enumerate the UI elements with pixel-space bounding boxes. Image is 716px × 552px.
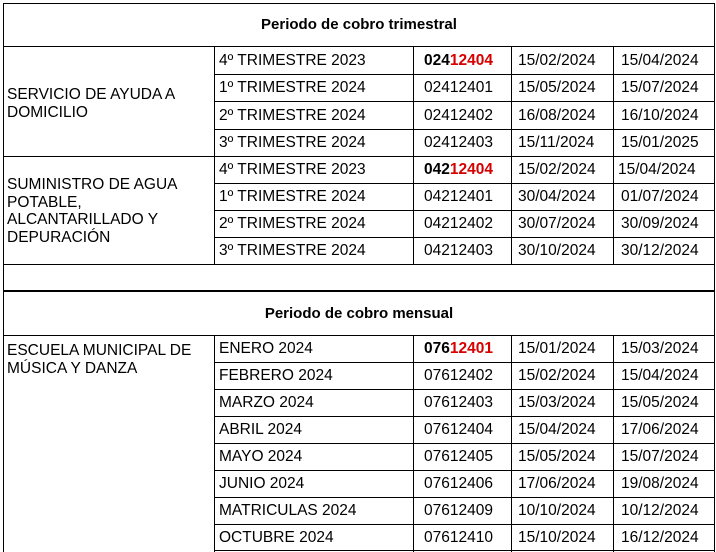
- row-divider: [214, 210, 715, 211]
- period-label: MAYO 2024: [219, 448, 303, 465]
- section-divider: [3, 290, 715, 292]
- row-divider: [3, 335, 715, 336]
- start-date: 10/10/2024: [518, 502, 596, 519]
- code-suffix-highlight: 12404: [449, 161, 493, 178]
- reference-code: [424, 161, 493, 179]
- code-prefix: 042: [424, 161, 450, 178]
- reference-code: 07612409: [424, 502, 493, 519]
- reference-code: [424, 340, 493, 358]
- reference-code: 07612403: [424, 394, 493, 411]
- period-label: 4º TRIMESTRE 2023: [219, 161, 366, 178]
- start-date: 15/05/2024: [518, 448, 596, 465]
- start-date: 17/06/2024: [518, 475, 596, 492]
- end-date: 16/12/2024: [621, 529, 699, 546]
- start-date: 15/02/2024: [518, 52, 596, 69]
- section-title-mensual: Periodo de cobro mensual: [264, 305, 454, 322]
- start-date: 30/04/2024: [518, 188, 596, 205]
- group-divider: [3, 156, 715, 157]
- period-label: FEBRERO 2024: [219, 367, 333, 384]
- row-divider: [214, 183, 715, 184]
- end-date: 17/06/2024: [621, 421, 699, 438]
- code-suffix-highlight: 12404: [449, 52, 493, 69]
- table-border-left: [3, 3, 4, 552]
- reference-code: 04212403: [424, 242, 493, 259]
- start-date: 15/01/2024: [518, 340, 596, 357]
- row-divider: [214, 362, 715, 363]
- section-divider: [3, 264, 715, 265]
- row-divider: [214, 443, 715, 444]
- reference-code: 02412401: [424, 79, 493, 96]
- period-label: 1º TRIMESTRE 2024: [219, 188, 366, 205]
- period-label: ABRIL 2024: [219, 421, 303, 438]
- period-label: 2º TRIMESTRE 2024: [219, 215, 366, 232]
- period-label: MATRICULAS 2024: [219, 502, 357, 519]
- end-date: 15/04/2024: [621, 52, 699, 69]
- row-divider: [214, 389, 715, 390]
- reference-code: [424, 52, 493, 70]
- reference-code: 04212401: [424, 188, 493, 205]
- row-divider: [3, 46, 715, 47]
- start-date: 30/10/2024: [518, 242, 596, 259]
- start-date: 15/02/2024: [518, 161, 596, 178]
- column-divider: [613, 335, 614, 552]
- end-date: 30/12/2024: [621, 242, 699, 259]
- service-name: ESCUELA MUNICIPAL DE MÚSICA Y DANZA: [7, 342, 192, 377]
- section-title-trimestral: Periodo de cobro trimestral: [261, 16, 457, 33]
- table-border-right: [714, 3, 715, 552]
- start-date: 15/04/2024: [518, 421, 596, 438]
- row-divider: [214, 101, 715, 102]
- reference-code: 07612405: [424, 448, 493, 465]
- end-date: 16/10/2024: [621, 107, 699, 124]
- start-date: 30/07/2024: [518, 215, 596, 232]
- period-label: ENERO 2024: [219, 340, 313, 357]
- end-date: 30/09/2024: [621, 215, 699, 232]
- period-label: 4º TRIMESTRE 2023: [219, 52, 366, 69]
- reference-code: 07612410: [424, 529, 493, 546]
- end-date: 15/07/2024: [621, 79, 699, 96]
- start-date: 16/08/2024: [518, 107, 596, 124]
- period-label: 1º TRIMESTRE 2024: [219, 79, 366, 96]
- table-border-top: [3, 3, 715, 4]
- period-label: MARZO 2024: [219, 394, 314, 411]
- reference-code: 07612402: [424, 367, 493, 384]
- code-prefix: 076: [424, 340, 450, 357]
- end-date: 15/01/2025: [621, 134, 699, 151]
- row-divider: [214, 74, 715, 75]
- row-divider: [214, 237, 715, 238]
- column-divider: [413, 46, 414, 264]
- table-border-bottom: [214, 550, 715, 551]
- service-name: SUMINISTRO DE AGUA POTABLE, ALCANTARILLADO Y DEPURACIÓN: [7, 176, 177, 246]
- period-label: OCTUBRE 2024: [219, 529, 334, 546]
- row-divider: [214, 129, 715, 130]
- period-label: 2º TRIMESTRE 2024: [219, 107, 366, 124]
- service-name: SERVICIO DE AYUDA A DOMICILIO: [7, 86, 175, 121]
- period-label: 3º TRIMESTRE 2024: [219, 242, 366, 259]
- start-date: 15/10/2024: [518, 529, 596, 546]
- code-prefix: 024: [424, 52, 450, 69]
- row-divider: [214, 470, 715, 471]
- end-date: 15/04/2024: [621, 367, 699, 384]
- reference-code: 02412402: [424, 107, 493, 124]
- row-divider: [214, 524, 715, 525]
- start-date: 15/05/2024: [518, 79, 596, 96]
- row-divider: [214, 497, 715, 498]
- end-date: 15/05/2024: [621, 394, 699, 411]
- reference-code: 02412403: [424, 134, 493, 151]
- period-label: JUNIO 2024: [219, 475, 305, 492]
- period-label: 3º TRIMESTRE 2024: [219, 134, 366, 151]
- column-divider: [214, 46, 215, 264]
- end-date: 15/03/2024: [621, 340, 699, 357]
- end-date: 10/12/2024: [621, 502, 699, 519]
- end-date: 15/07/2024: [621, 448, 699, 465]
- code-suffix-highlight: 12401: [449, 340, 493, 357]
- start-date: 15/03/2024: [518, 394, 596, 411]
- start-date: 15/02/2024: [518, 367, 596, 384]
- end-date: 15/04/2024: [618, 161, 696, 178]
- reference-code: 07612406: [424, 475, 493, 492]
- column-divider: [613, 46, 614, 264]
- start-date: 15/11/2024: [518, 134, 595, 151]
- end-date: 01/07/2024: [621, 188, 699, 205]
- end-date: 19/08/2024: [621, 475, 699, 492]
- reference-code: 04212402: [424, 215, 493, 232]
- row-divider: [214, 416, 715, 417]
- column-divider: [214, 335, 215, 552]
- column-divider: [511, 335, 512, 552]
- column-divider: [511, 46, 512, 264]
- column-divider: [413, 335, 414, 552]
- reference-code: 07612404: [424, 421, 493, 438]
